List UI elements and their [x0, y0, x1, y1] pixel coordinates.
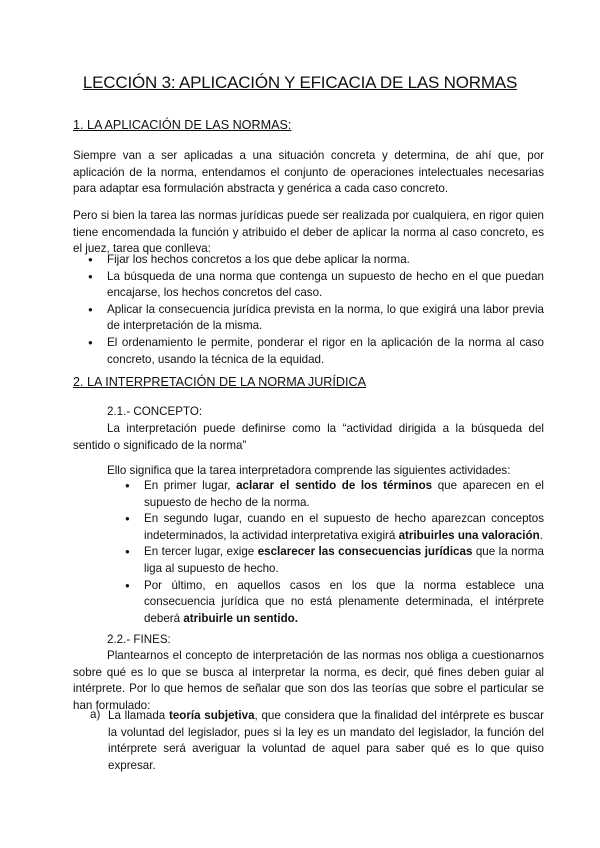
subsection-2-1-paragraph: La interpretación puede definirse como la “actividad dirigida a la búsqueda del sentido o significado de la norma” [73, 422, 544, 452]
theory-a-paragraph: La llamada teoría subjetiva, que considera que la finalidad del intérprete es buscar la voluntad del legislador, pues si la ley es un mandato del legislador, la función del intérprete será averiguar la voluntad de aquel para saber qué es lo que quiso expresar. [108, 709, 544, 772]
subsection-2-2-title: 2.2.- FINES: [107, 633, 171, 646]
subsection-2-1-title: 2.1.- CONCEPTO: [107, 405, 203, 418]
list-item: ● La búsqueda de una norma que contenga un supuesto de hecho en el que puedan encajarse, los hechos concretos del caso. [107, 269, 544, 302]
section-1-paragraph-2: Pero si bien la tarea las normas jurídicas puede ser realizada por cualquiera, en rigor quien tiene encomendada la función y atribuido el deber de aplicar la norma al caso concreto, es el juez, tarea que conlleva: [73, 209, 544, 256]
section-1-bullet-list [107, 252, 544, 368]
list-item: ● En segundo lugar, cuando en el supuesto de hecho aparezcan conceptos indeterminados, la actividad interpretativa exigirá atribuirles una valoración. [144, 511, 544, 544]
list-marker-a: a) [90, 708, 101, 721]
list-item: ● El ordenamiento le permite, ponderar el rigor en la aplicación de la norma al caso concreto, usando la técnica de la equidad. [107, 335, 544, 368]
list-item: ● En primer lugar, aclarar el sentido de los términos que aparecen en el supuesto de hecho de la norma. [144, 478, 544, 511]
page-title: LECCIÓN 3: APLICACIÓN Y EFICACIA DE LAS NORMAS [82, 73, 518, 92]
subsection-2-1-intro: Ello significa que la tarea interpretadora comprende las siguientes actividades: [107, 464, 511, 477]
list-item: ● Aplicar la consecuencia jurídica prevista en la norma, lo que exigirá una labor previa de interpretación de la misma. [107, 302, 544, 335]
list-item: ● Por último, en aquellos casos en los que la norma establece una consecuencia jurídica que no está plenamente determinada, el intérprete deberá atribuirle un sentido. [144, 578, 544, 628]
list-item: ● En tercer lugar, exige esclarecer las consecuencias jurídicas que la norma liga al supuesto de hecho. [144, 544, 544, 577]
section-1-heading: 1. LA APLICACIÓN DE LAS NORMAS: [73, 118, 292, 132]
section-1-paragraph-1: Siempre van a ser aplicadas a una situación concreta y determina, de ahí que, por aplicación de la norma, entendamos el conjunto de operaciones intelectuales necesarias para adaptar esa formulación abstracta y genérica a cada caso concreto. [73, 149, 544, 196]
section-2-1-bullet-list [144, 478, 544, 627]
subsection-2-2-paragraph: Plantearnos el concepto de interpretación de las normas nos obliga a cuestionarnos sobre qué es lo que se busca al interpretar la norma, es decir, qué fines deben guiar al intérprete. Por lo que hemos de señalar que son dos las teorías que sobre el particular se han formulado: [73, 649, 544, 712]
section-2-heading: 2. LA INTERPRETACIÓN DE LA NORMA JURÍDICA [73, 375, 366, 389]
list-item: ● Fijar los hechos concretos a los que debe aplicar la norma. [107, 252, 544, 269]
